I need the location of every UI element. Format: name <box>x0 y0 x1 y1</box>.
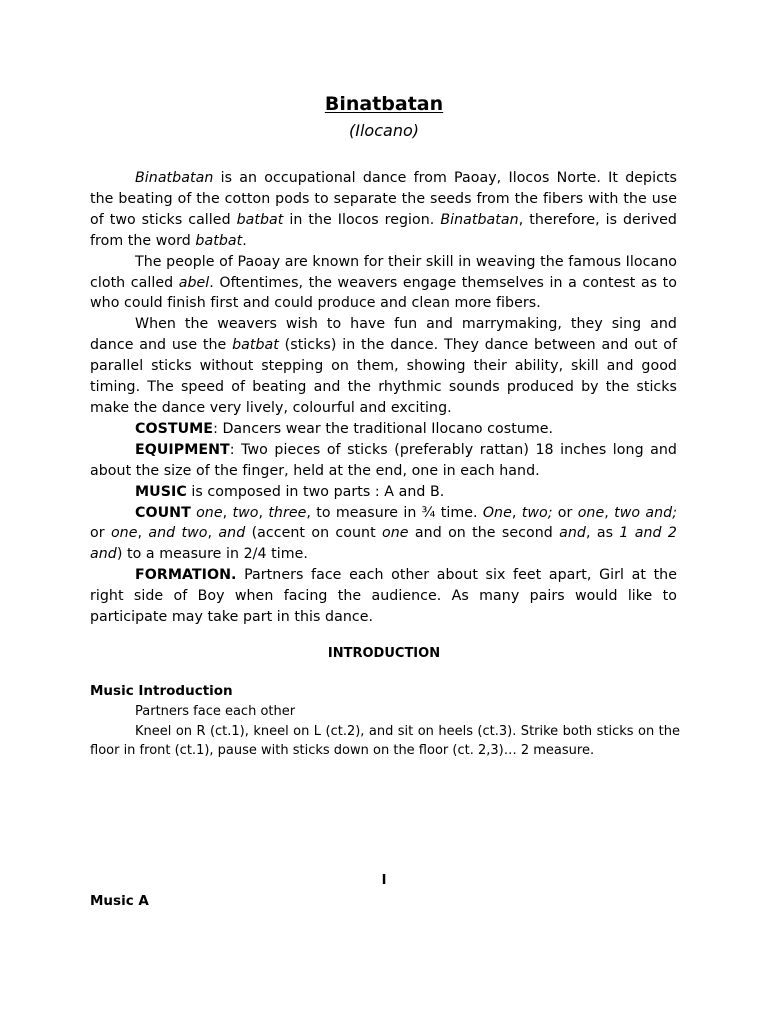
paragraph-text: . Oftentimes, the weavers engage themselves in a contest as to who could finish first and could produce and clean more fibers. <box>90 274 677 312</box>
paragraph-text: The people of Paoay are known for their skill in weaving the famous Ilocano cloth called <box>90 253 677 291</box>
section-number: I <box>381 873 387 888</box>
count-term: two and; <box>614 504 678 521</box>
term-text: abel <box>178 274 210 291</box>
page-subtitle: (Ilocano) <box>349 121 419 140</box>
count-term: two; <box>521 504 553 521</box>
count-text: ) to a measure in 2/4 time. <box>116 546 308 563</box>
music-label: MUSIC <box>135 483 187 500</box>
paragraph-text: . <box>242 232 247 249</box>
introduction-step: Kneel on R (ct.1), kneel on L (ct.2), and sit on heels (ct.3). Strike both sticks on the floor in front (ct.1), pause with sticks down on the floor (ct. 2,3)… 2 measure. <box>90 723 680 758</box>
dance-name-text: Binatbatan <box>135 170 214 186</box>
equipment-label: EQUIPMENT <box>135 441 230 458</box>
count-term: and <box>559 525 586 542</box>
equipment-text: : Two pieces of sticks (preferably rattan) 18 inches long and about the size of the finger, held at the end, one in each hand. <box>90 441 677 479</box>
introduction-heading: INTRODUCTION <box>327 646 441 661</box>
count-term: one <box>190 504 223 521</box>
paragraph-equipment <box>90 440 677 482</box>
term-text: batbat <box>236 211 284 228</box>
paragraph-text: , therefore, is derived from the word <box>90 211 677 249</box>
count-text: , <box>604 504 615 521</box>
count-text: , <box>258 504 269 521</box>
formation-label: FORMATION. <box>135 567 237 584</box>
paragraph-formation <box>90 565 677 628</box>
count-term: one <box>110 525 138 542</box>
term-text: batbat <box>195 232 243 249</box>
introduction-body <box>90 702 680 761</box>
count-term: one <box>382 525 409 542</box>
paragraph-costume <box>90 419 677 440</box>
costume-text: : Dancers wear the traditional Ilocano costume. <box>213 420 554 437</box>
music-a-label: Music A <box>90 893 149 909</box>
count-text: (accent on count <box>245 525 383 542</box>
paragraph-merrymaking <box>90 314 677 419</box>
count-term: One <box>482 504 512 521</box>
term-text: batbat <box>232 337 279 354</box>
count-text: , as <box>585 525 620 542</box>
page-title: Binatbatan <box>324 93 444 115</box>
paragraph-text: When the weavers wish to have fun and marrymaking, they sing and dance and use the <box>90 316 677 354</box>
count-term: one <box>577 504 605 521</box>
count-term: three <box>268 504 307 521</box>
music-text: is composed in two parts : A and B. <box>186 483 445 500</box>
count-text: and on the second <box>408 525 560 542</box>
count-term: and <box>218 525 246 542</box>
count-text: , <box>222 504 233 521</box>
costume-label: COSTUME <box>135 420 214 437</box>
music-introduction-label: Music Introduction <box>90 683 233 699</box>
paragraph-count <box>90 503 677 566</box>
paragraph-text: (sticks) in the dance. They dance between and out of parallel sticks without stepping on them, showing their ability, skill and good timing. The speed of beating and the rhythmic sounds produced by the sticks make the dance very lively, colourful and exciting. <box>90 337 677 416</box>
paragraph-music <box>90 482 677 503</box>
introduction-line: Partners face each other <box>135 704 296 719</box>
paragraph-text: in the Ilocos region. <box>283 211 441 228</box>
count-text: , to measure in ¾ time. <box>306 504 483 521</box>
count-text: , <box>511 504 522 521</box>
dance-name-text: Binatbatan <box>440 211 519 228</box>
count-text: , <box>137 525 149 542</box>
formation-text: Partners face each other about six feet apart, Girl at the right side of Boy when facing the audience. As many pairs would like to participate may take part in this dance. <box>90 567 677 626</box>
count-label: COUNT <box>135 504 191 521</box>
count-term: two <box>232 504 259 521</box>
paragraph-description <box>90 168 677 252</box>
count-text: or <box>90 525 111 542</box>
paragraph-weavers <box>90 252 677 315</box>
count-text: or <box>552 504 578 521</box>
count-term: and two <box>148 525 208 542</box>
count-term: 1 and 2 and <box>90 525 677 563</box>
count-text: , <box>207 525 219 542</box>
paragraph-text: is an occupational dance from Paoay, Ilocos Norte. It depicts the beating of the cotton pods to separate the seeds from the fibers with the use of two sticks called <box>90 170 677 228</box>
document-body <box>90 168 677 628</box>
